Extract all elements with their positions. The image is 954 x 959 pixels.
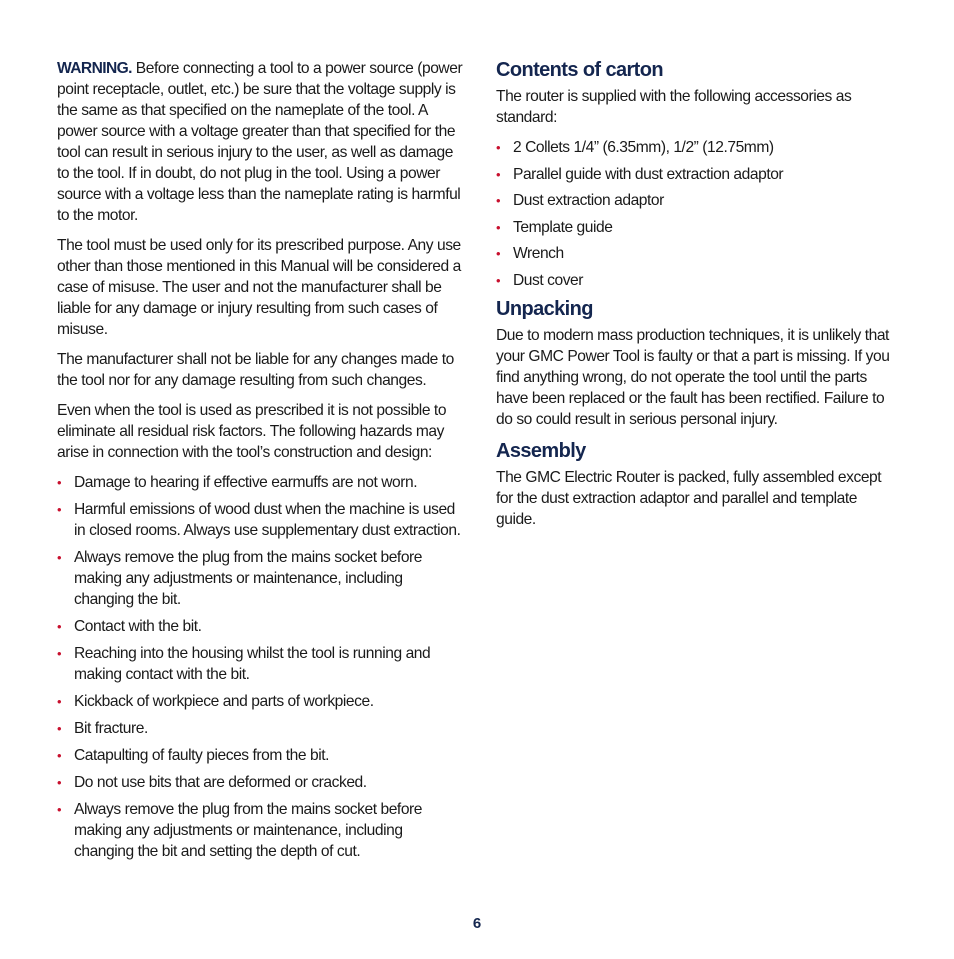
- list-item-text: Dust extraction adaptor: [513, 192, 664, 209]
- bullet-icon: •: [57, 619, 62, 634]
- bullet-icon: •: [496, 140, 501, 155]
- contents-intro: The router is supplied with the following accessories as standard:: [496, 88, 852, 126]
- list-item: [57, 547, 465, 610]
- list-item: [57, 772, 465, 793]
- bullet-icon: •: [57, 802, 62, 817]
- list-item: [57, 718, 465, 739]
- bullet-icon: •: [496, 219, 501, 235]
- list-item: [57, 691, 465, 712]
- list-item: [57, 472, 465, 493]
- bullet-icon: •: [57, 721, 62, 736]
- right-column: [496, 58, 896, 539]
- residual-risk-paragraph: Even when the tool is used as prescribed it is not possible to eliminate all residual risk factors. The following hazards may arise in connection with the tool’s construction and design:: [57, 402, 447, 461]
- changes-paragraph: The manufacturer shall not be liable for any changes made to the tool nor for any damage resulting from such changes.: [57, 351, 454, 389]
- bullet-icon: •: [57, 646, 62, 661]
- list-item: [57, 745, 465, 766]
- list-item-text: 2 Collets 1/4” (6.35mm), 1/2” (12.75mm): [513, 139, 774, 156]
- warning-paragraph: [57, 58, 465, 226]
- hazard-list: [57, 472, 465, 862]
- list-item-text: Always remove the plug from the mains socket before making any adjustments or maintenance, including changing the bit and setting the depth of cut.: [74, 801, 423, 860]
- list-item-text: Catapulting of faulty pieces from the bit.: [74, 747, 330, 764]
- bullet-icon: •: [496, 246, 501, 261]
- list-item-text: Template guide: [513, 218, 613, 236]
- list-item-text: Dust cover: [513, 271, 584, 289]
- left-column: [57, 58, 465, 868]
- list-item: [496, 190, 896, 211]
- bullet-icon: •: [57, 748, 62, 763]
- list-item-text: Parallel guide with dust extraction adaptor: [513, 165, 784, 183]
- contents-heading: Contents of carton: [496, 59, 663, 81]
- page-number: 6: [472, 915, 482, 932]
- warning-label: WARNING.: [57, 60, 132, 77]
- bullet-icon: •: [57, 775, 62, 790]
- list-item: [496, 217, 896, 238]
- list-item: [57, 499, 465, 541]
- list-item-text: Bit fracture.: [74, 720, 148, 737]
- warning-text: Before connecting a tool to a power source (power point receptacle, outlet, etc.) be sure that the voltage supply is the same as that specified on the nameplate of the tool. A power source with a voltage greater than that specified for the tool can result in serious injury to the user, as well as damage to the tool. If in doubt, do not plug in the tool. Using a power source with a voltage less than the nameplate rating is harmful to the motor.: [57, 60, 463, 224]
- list-item-text: Wrench: [513, 245, 564, 262]
- assembly-paragraph: The GMC Electric Router is packed, fully assembled except for the dust extraction adaptor and parallel and template guide.: [496, 468, 882, 528]
- unpacking-paragraph: Due to modern mass production techniques, it is unlikely that your GMC Power Tool is faulty or that a part is missing. If you find anything wrong, do not operate the tool until the parts have been replaced or the fault has been rectified. Failure to do so could result in serious personal injury.: [496, 326, 890, 428]
- bullet-icon: •: [57, 550, 62, 565]
- list-item: [57, 616, 465, 637]
- list-item-text: Damage to hearing if effective earmuffs are not worn.: [74, 474, 418, 491]
- bullet-icon: •: [496, 193, 501, 208]
- bullet-icon: •: [57, 502, 62, 517]
- unpacking-heading: Unpacking: [496, 297, 593, 320]
- list-item-text: Contact with the bit.: [74, 618, 202, 635]
- list-item: [57, 643, 465, 685]
- assembly-heading: Assembly: [496, 439, 586, 462]
- list-item: [496, 243, 896, 264]
- list-item: [57, 799, 465, 862]
- bullet-icon: •: [57, 475, 62, 490]
- list-item-text: Always remove the plug from the mains socket before making any adjustments or maintenance, including changing the bit.: [74, 549, 423, 608]
- contents-list: [496, 137, 896, 291]
- bullet-icon: •: [57, 694, 62, 709]
- bullet-icon: •: [496, 272, 501, 288]
- list-item-text: Do not use bits that are deformed or cracked.: [74, 774, 367, 791]
- list-item: [496, 270, 896, 291]
- list-item: [496, 164, 896, 185]
- list-item-text: Reaching into the housing whilst the tool is running and making contact with the bit.: [74, 645, 431, 683]
- list-item: [496, 137, 896, 158]
- list-item-text: Kickback of workpiece and parts of workpiece.: [74, 693, 374, 710]
- purpose-paragraph: The tool must be used only for its prescribed purpose. Any use other than those mentioned in this Manual will be considered a case of misuse. The user and not the manufacturer shall be liable for any damage or injury resulting from such cases of misuse.: [57, 237, 461, 338]
- bullet-icon: •: [496, 166, 501, 182]
- list-item-text: Harmful emissions of wood dust when the machine is used in closed rooms. Always use supplementary dust extraction.: [74, 501, 461, 539]
